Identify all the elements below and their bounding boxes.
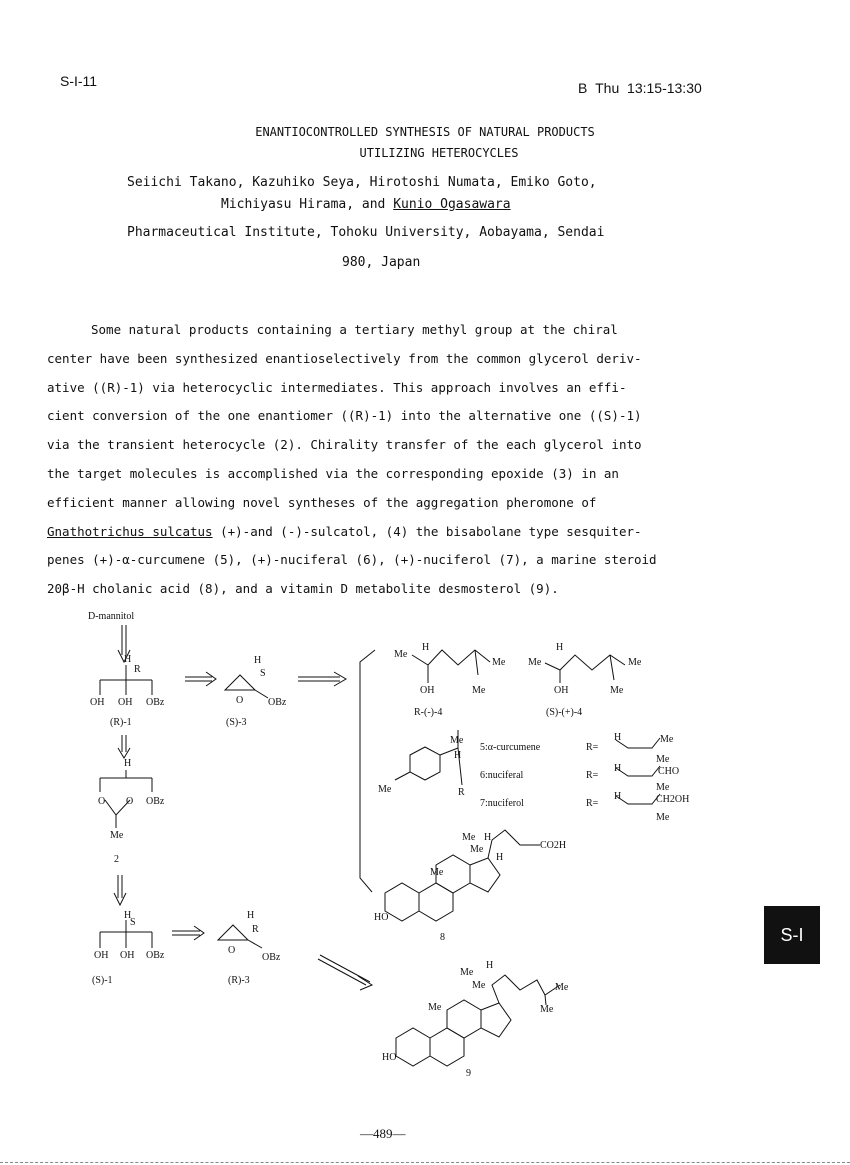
paper-title-line2: UTILIZING HETEROCYCLES: [359, 146, 519, 160]
atom-label: CO2H: [540, 840, 567, 851]
abstract-line: efficient manner allowing novel syntheses of the aggregation pheromone of: [47, 494, 597, 510]
compound-label: (S)-3: [226, 717, 247, 728]
compound-label: R-(-)-4: [414, 707, 443, 718]
stereo-label: R: [134, 664, 141, 675]
compound-label: (S)-(+)-4: [546, 707, 583, 718]
atom-label: OH: [94, 950, 109, 961]
atom-label: H: [484, 832, 492, 843]
compound-label: (R)-1: [110, 717, 132, 728]
session-code: S-I-11: [60, 73, 98, 89]
atom-label: H: [124, 654, 132, 665]
compound-7-label: 7:nuciferol: [480, 798, 524, 809]
atom-label: H: [454, 750, 462, 761]
atom-label: O: [126, 796, 134, 807]
products-bracket: [360, 650, 375, 892]
authors-line1: Seiichi Takano, Kazuhiko Seya, Hirotoshi Numata, Emiko Goto,: [127, 175, 597, 190]
atom-label: Me: [528, 657, 542, 668]
atom-label: Me: [472, 980, 486, 991]
steroid-8-rings: [385, 830, 540, 921]
stereo-label: R: [252, 924, 259, 935]
presenter-name: Kunio Ogasawara: [393, 197, 511, 212]
atom-label: Me: [110, 830, 124, 841]
atom-label: O: [236, 695, 244, 706]
atom-label: H: [124, 758, 132, 769]
scan-edge: [0, 1162, 850, 1164]
stereo-label: S: [260, 668, 266, 679]
stereo-label: S: [130, 917, 136, 928]
atom-label: Me: [610, 685, 624, 696]
atom-label: H: [124, 910, 132, 921]
atom-label: Me: [656, 782, 670, 793]
atom-label: H: [556, 642, 564, 653]
abstract-line-rest: (+)-and (-)-sulcatol, (4) the bisabolane type sesquiter-: [212, 523, 642, 539]
atom-label: Me: [660, 734, 674, 745]
atom-label: Me: [470, 844, 484, 855]
epoxide-ring: [225, 675, 255, 690]
paper-title-line1: ENANTIOCONTROLLED SYNTHESIS OF NATURAL PRODUCTS: [255, 125, 595, 139]
atom-label: Me: [462, 832, 476, 843]
affiliation-line2: 980, Japan: [342, 255, 421, 270]
atom-label: Me: [472, 685, 486, 696]
atom-label: R: [458, 787, 465, 798]
atom-label: Me: [492, 657, 506, 668]
atom-label: H: [422, 642, 430, 653]
atom-label: H: [614, 732, 622, 743]
slot-letter: B: [578, 80, 588, 96]
atom-label: O: [228, 945, 236, 956]
atom-label: Me: [628, 657, 642, 668]
slot-day: Thu: [595, 80, 620, 96]
compound-label: (R)-3: [228, 975, 250, 986]
atom-label: OBz: [146, 950, 165, 961]
compound-5-label: 5:α-curcumene: [480, 742, 541, 753]
atom-label: H: [486, 960, 494, 971]
abstract-line: penes (+)-α-curcumene (5), (+)-nuciferal (6), (+)-nuciferol (7), a marine steroid: [47, 552, 657, 568]
atom-label: H: [614, 791, 622, 802]
atom-label: Me: [450, 735, 464, 746]
atom-label: HO: [382, 1052, 397, 1063]
atom-label: Me: [378, 784, 392, 795]
page-number: —489—: [360, 1126, 406, 1141]
abstract-line: the target molecules is accomplished via the corresponding epoxide (3) in an: [47, 465, 619, 481]
atom-label: H: [247, 910, 255, 921]
r-equals: R=: [586, 798, 599, 809]
atom-label: OBz: [262, 952, 281, 963]
abstract-line: center have been synthesized enantioselectively from the common glycerol deriv-: [47, 350, 642, 366]
section-tab: S-I: [764, 906, 820, 964]
atom-label: H: [254, 655, 262, 666]
abstract-line: ative ((R)-1) via heterocyclic intermediates. This approach involves an effi-: [47, 379, 627, 395]
benzene-ring: [410, 747, 440, 780]
atom-label: Me: [656, 812, 670, 823]
atom-label: OH: [554, 685, 569, 696]
atom-label: OBz: [146, 697, 165, 708]
atom-label: H: [496, 852, 504, 863]
abstract-line: via the transient heterocycle (2). Chirality transfer of the each glycerol into: [47, 437, 642, 453]
compound-6-label: 6:nuciferal: [480, 770, 524, 781]
atom-label: OH: [420, 685, 435, 696]
atom-label: Me: [540, 1004, 554, 1015]
compound-label: (S)-1: [92, 975, 113, 986]
abstract-line: Some natural products containing a tertiary methyl group at the chiral: [91, 322, 618, 337]
atom-label: Me: [428, 1002, 442, 1013]
atom-label: H: [614, 763, 622, 774]
abstract-line: cient conversion of the one enantiomer ((R)-1) into the alternative one ((S)-1): [47, 408, 642, 424]
compound-label: 9: [466, 1068, 471, 1079]
start-material: D-mannitol: [88, 611, 135, 622]
atom-label: OBz: [268, 697, 287, 708]
atom-label: Me: [430, 867, 444, 878]
compound-label: 2: [114, 854, 119, 865]
r-equals: R=: [586, 770, 599, 781]
affiliation-line1: Pharmaceutical Institute, Tohoku University, Aobayama, Sendai: [127, 225, 605, 240]
atom-label: HO: [374, 912, 389, 923]
atom-label: Me: [555, 982, 569, 993]
atom-label: OH: [118, 697, 133, 708]
atom-label: CH2OH: [656, 794, 690, 805]
atom-label: Me: [394, 649, 408, 660]
atom-label: O: [98, 796, 106, 807]
slot-time: 13:15-13:30: [627, 80, 702, 96]
compound-label: 8: [440, 932, 445, 943]
authors-line2-text: Michiyasu Hirama, and: [221, 197, 394, 212]
atom-label: Me: [656, 754, 670, 765]
abstract-line: 20β-H cholanic acid (8), and a vitamin D metabolite desmosterol (9).: [47, 581, 559, 597]
species-name: Gnathotrichus sulcatus: [47, 523, 213, 539]
atom-label: CHO: [658, 766, 680, 777]
atom-label: OBz: [146, 796, 165, 807]
atom-label: Me: [460, 967, 474, 978]
atom-label: OH: [120, 950, 135, 961]
r-equals: R=: [586, 742, 599, 753]
atom-label: OH: [90, 697, 105, 708]
